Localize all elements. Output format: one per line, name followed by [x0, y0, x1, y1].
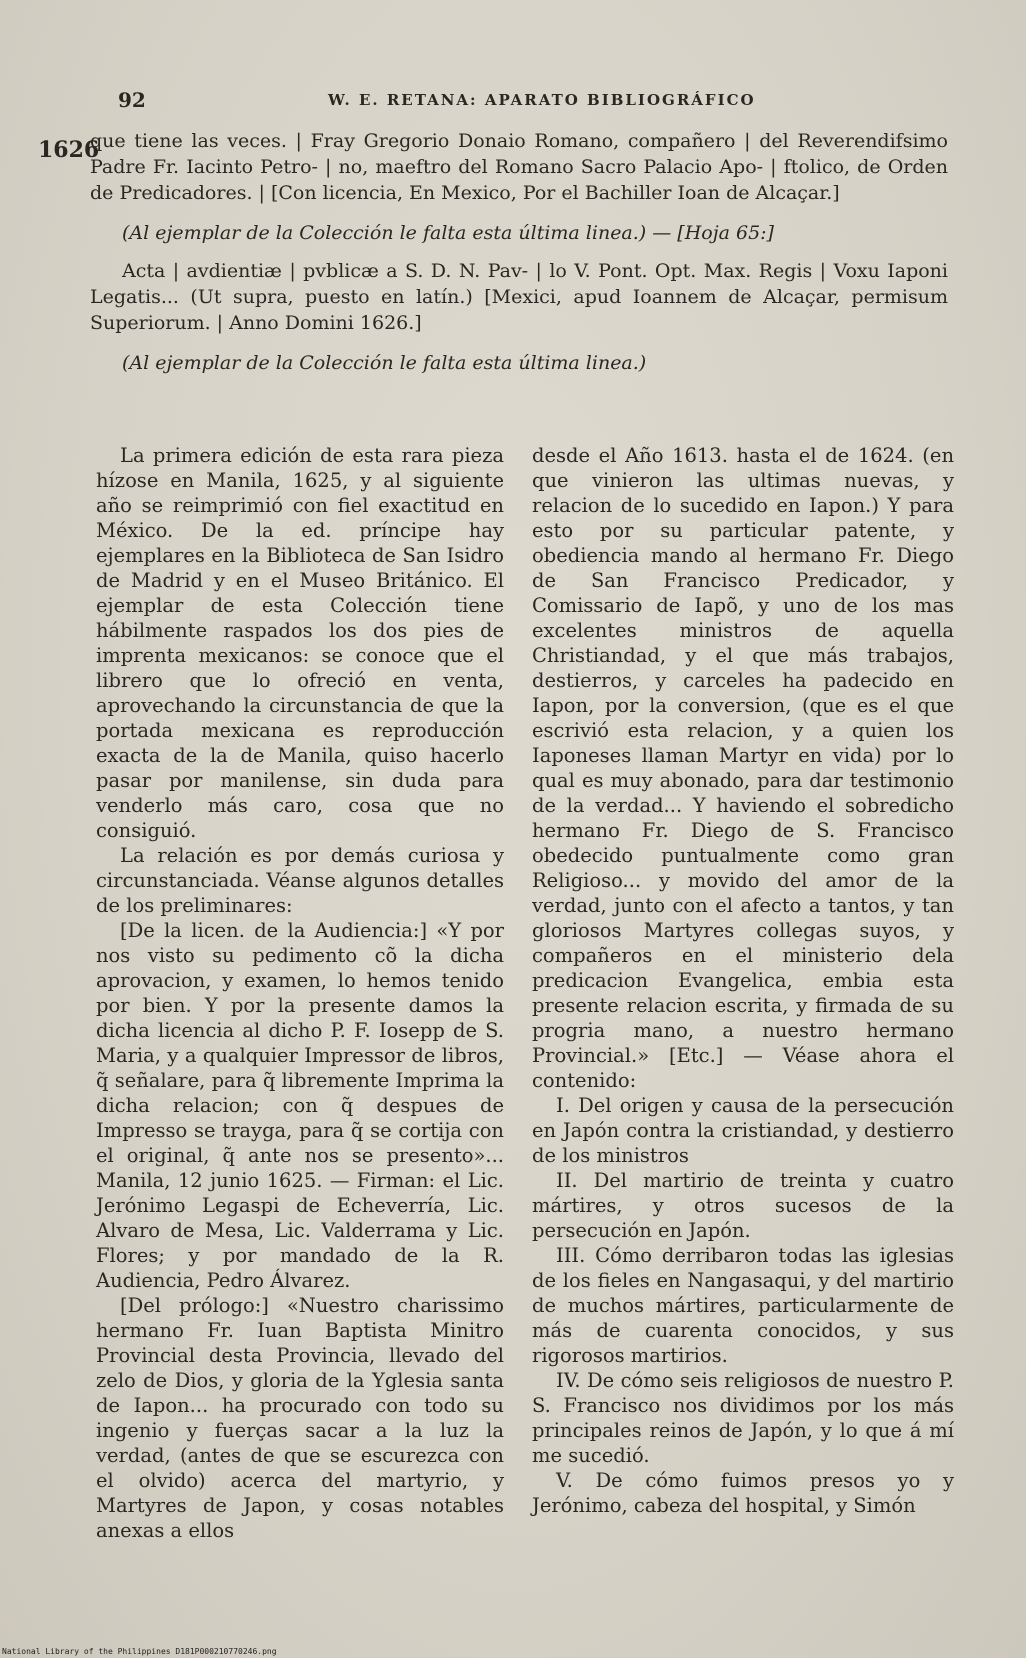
contents-item-1: I. Del origen y causa de la persecución en Japón contra la cristiandad, y destierro de los ministros — [532, 1094, 954, 1167]
running-title: W. E. RETANA: APARATO BIBLIOGRÁFICO — [328, 91, 756, 109]
right-column — [532, 443, 954, 1518]
page-number: 92 — [118, 88, 146, 112]
left-paragraph-3: [De la licen. de la Audiencia:] «Y por nos visto su pedimento cõ la dicha aprovacion, y examen, lo hemos tenido por bien. Y por la presente damos la dicha licencia al dicho P. F. Iosepp de S. Maria, y a qualquier Impressor de libros, q̃ señalare, para q̃ libremente Imprima la dicha relacion; con q̃ despues de Impresso se trayga, para q̃ se cortija con el original, q̃ ante nos se presento»... Manila, 12 junio 1625. — Firman: el Lic. Jerónimo Legaspi de Echeverría, Lic. Alvaro de Mesa, Lic. Valderrama y Lic. Flores; y por mandado de la R. Audiencia, Pedro Álvarez. — [96, 919, 504, 1292]
acta-title: Acta | avdientiæ | pvblicæ a S. D. N. Pav- | lo V. Pont. Opt. Max. Regis | Voxu Iaponi Legatis... (Ut supra, puesto en latín.) [Mexici, apud Ioannem de Alcaçar, permisum Superiorum. | Anno Domini 1626.] — [90, 260, 948, 334]
contents-item-3: III. Cómo derribaron todas las iglesias de los fieles en Nangasaqui, y del martirio de muchos mártires, particularmente de más de cuarenta conocidos, y sus rigorosos martirios. — [532, 1244, 954, 1367]
scan-footer: National Library of the Philippines D181P000210770246.png — [2, 1647, 277, 1656]
contents-item-5: V. De cómo fuimos presos yo y Jerónimo, cabeza del hospital, y Simón — [532, 1469, 954, 1517]
left-column — [96, 443, 504, 1543]
title-continuation: que tiene las veces. | Fray Gregorio Donaio Romano, compañero | del Reverendifsimo Padre Fr. Iacinto Petro- | no, maeftro del Romano Sacro Palacio Apo- | ftolico, de Orden de Predicadores. | [Con licencia, En Mexico, Por el Bachiller Ioan de Alcaçar.] — [90, 130, 948, 204]
left-paragraph-1: La primera edición de esta rara pieza hízose en Manila, 1625, y al siguiente año se reimprimió con fiel exactitud en México. De la ed. príncipe hay ejemplares en la Biblioteca de San Isidro de Madrid y en el Museo Británico. El ejemplar de esta Colección tiene hábilmente raspados los dos pies de imprenta mexicanos: se conoce que el librero que lo ofreció en venta, aprovechando la circunstancia de que la portada mexicana es reproducción exacta de la de Manila, quiso hacerlo pasar por manilense, sin duda para venderlo más caro, cosa que no consiguió. — [96, 444, 504, 842]
margin-year: 1626 — [38, 137, 100, 163]
contents-item-2: II. Del martirio de treinta y cuatro mártires, y otros sucesos de la persecución en Japón. — [532, 1169, 954, 1242]
contents-item-4: IV. De cómo seis religiosos de nuestro P. S. Francisco nos dividimos por los más principales reinos de Japón, y lo que á mí me sucedió. — [532, 1369, 954, 1467]
left-paragraph-2: La relación es por demás curiosa y circunstanciada. Véanse algunos detalles de los preliminares: — [96, 844, 504, 917]
right-paragraph-1: desde el Año 1613. hasta el de 1624. (en que vinieron las ultimas nuevas, y relacion de lo sucedido en Iapon.) Y para esto por su particular patente, y obediencia mando al hermano Fr. Diego de San Francisco Predicador, y Comissario de Iapõ, y uno de los mas excelentes ministros de aquella Christiandad, y el que más trabajos, destierros, y carceles ha padecido en Iapon, por la conversion, (que es el que escrivió esta relacion, y a quien los Iaponeses llaman Martyr en vida) por lo qual es muy abonado, para dar testimonio de la verdad... Y haviendo el sobredicho hermano Fr. Diego de S. Francisco obedecido puntualmente como gran Religioso... y movido del amor de la verdad, junto con el afecto a tantos, y tan gloriosos Martyres collegas suyos, y compañeros en el ministerio dela predicacion Evangelica, embia esta presente relacion escrita, y firmada de su progria mano, a nuestro hermano Provincial.» [Etc.] — Véase ahora el contenido: — [532, 444, 954, 1092]
page-header — [118, 88, 948, 118]
collection-note: (Al ejemplar de la Colección le falta esta última linea.) — [Hoja 65:] — [122, 222, 774, 244]
left-paragraph-4: [Del prólogo:] «Nuestro charissimo hermano Fr. Iuan Baptista Minitro Provincial desta Provincia, llevado del zelo de Dios, y gloria de la Yglesia santa de Iapon... ha procurado con todo su ingenio y fuerças sacar a la luz la verdad, (antes de que se escurezca con el olvido) acerca del martyrio, y Martyres de Japon, y cosas notables anexas a ellos — [96, 1294, 504, 1542]
collection-note-2: (Al ejemplar de la Colección le falta esta última linea.) — [122, 352, 647, 374]
entry-transcription — [90, 128, 948, 376]
